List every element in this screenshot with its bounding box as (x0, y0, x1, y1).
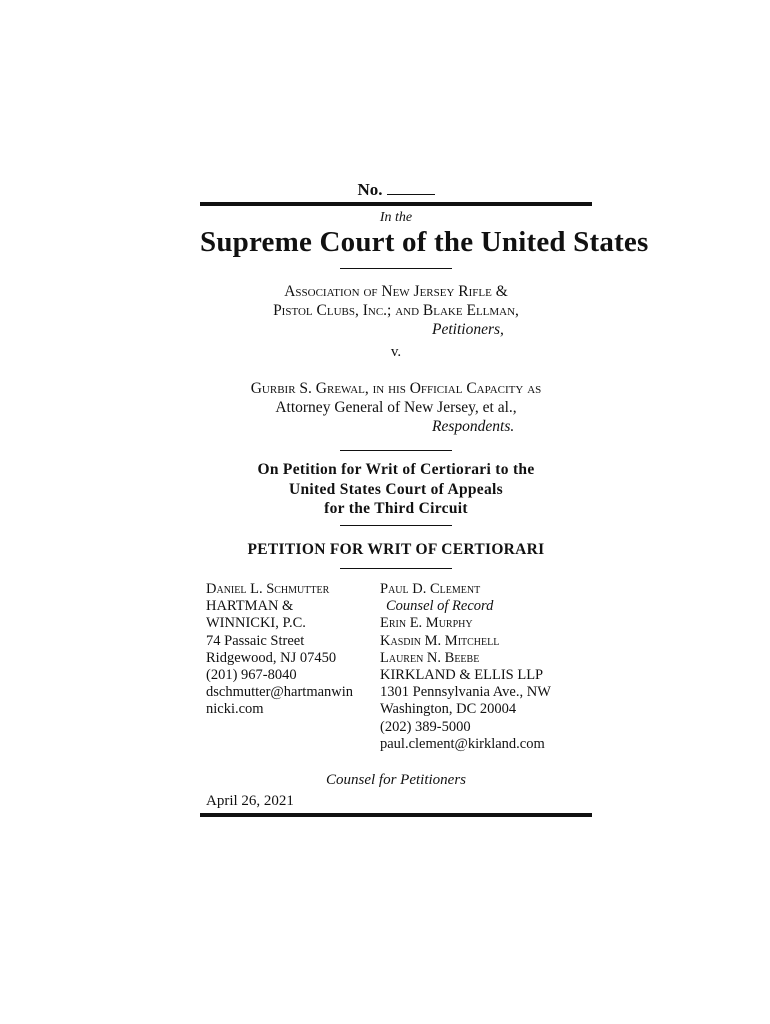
versus: v. (390, 344, 402, 360)
address-line: Washington, DC 20004 (380, 701, 517, 718)
email-line: nicki.com (206, 701, 264, 718)
firm-line: HARTMAN & (206, 598, 294, 615)
petition-on-line-2: United States Court of Appeals (289, 481, 503, 498)
petition-on-line-1: On Petition for Writ of Certiorari to the (257, 461, 535, 478)
docket-number: No. (200, 179, 592, 200)
divider (340, 525, 452, 526)
counsel-name: Lauren N. Beebe (380, 649, 480, 666)
address-line: 74 Passaic Street (206, 632, 305, 649)
firm-line: WINNICKI, P.C. (206, 615, 306, 632)
counsel-name: Erin E. Murphy (380, 615, 473, 632)
address-line: 1301 Pennsylvania Ave., NW (380, 684, 551, 701)
address-line: Ridgewood, NJ 07450 (206, 649, 337, 666)
counsel-name: Paul D. Clement (380, 581, 481, 597)
docket-blank (387, 179, 435, 195)
counsel-name: Daniel L. Schmutter (206, 581, 330, 597)
phone: (202) 389-5000 (380, 718, 471, 735)
petition-on-line-3: for the Third Circuit (324, 500, 468, 517)
divider (340, 450, 452, 451)
petitioner-line-2: Pistol Clubs, Inc.; and Blake Ellman, (273, 302, 519, 319)
right-counsel-block (380, 581, 551, 753)
firm-line: KIRKLAND & ELLIS LLP (380, 666, 544, 683)
court-name: Supreme Court of the United States (200, 226, 649, 258)
counsel-name: Kasdin M. Mitchell (380, 632, 500, 649)
left-counsel-block (206, 581, 353, 719)
top-rule (200, 202, 592, 206)
respondents-role: Respondents. (432, 418, 515, 435)
counsel-of-record: Counsel of Record (386, 598, 494, 615)
phone: (201) 967-8040 (206, 666, 297, 683)
petitioner-line-1: Association of New Jersey Rifle & (284, 283, 508, 300)
bottom-rule (200, 813, 592, 817)
respondent-line-2: Attorney General of New Jersey, et al., (275, 399, 517, 416)
petition-title: PETITION FOR WRIT OF CERTIORARI (247, 541, 545, 558)
respondent-line-1: Gurbir S. Grewal, in his Official Capacity as (250, 380, 542, 397)
email: paul.clement@kirkland.com (380, 735, 545, 752)
court-prefix: In the (379, 210, 413, 225)
filing-date: April 26, 2021 (206, 793, 294, 809)
divider (340, 568, 452, 569)
divider (340, 268, 452, 269)
petitioners-role: Petitioners, (432, 321, 504, 338)
email-line: dschmutter@hartmanwin (206, 684, 354, 701)
counsel-for-petitioners: Counsel for Petitioners (326, 772, 466, 788)
